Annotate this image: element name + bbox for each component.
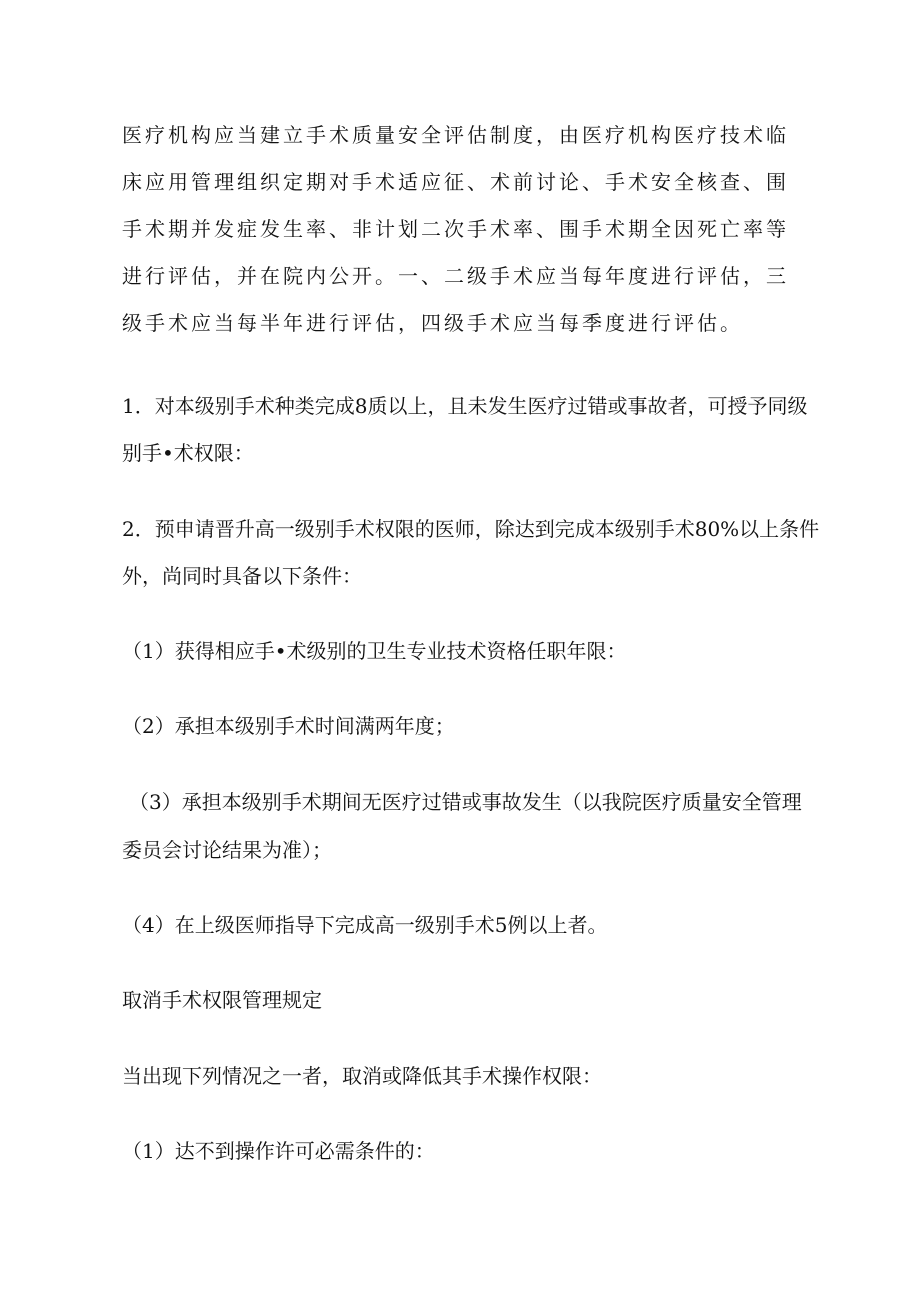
condition-2: （2）承担本级别手术时间满两年度； — [122, 714, 455, 738]
condition-4: （4）在上级医师指导下完成高一级别手术5例以上者。 — [122, 913, 608, 937]
text-line: 2．预申请晋升高一级别手术权限的医师，除达到完成本级别手术80%以上条件 — [122, 517, 820, 541]
text-line: 手术期并发症发生率、非计划二次手术率、围手术期全因死亡率等 — [122, 217, 789, 241]
text-line: 别手•术权限： — [122, 441, 254, 465]
text-line: （3）承担本级别手术期间无医疗过错或事故发生（以我院医疗质量安全管理 — [129, 790, 802, 814]
text-line: 委员会讨论结果为准）； — [122, 838, 332, 862]
condition-1: （1）获得相应手•术级别的卫生专业技术资格任职年限： — [122, 639, 627, 663]
text-line: 进行评估，并在院内公开。一、二级手术应当每年度进行评估，三 — [122, 264, 789, 288]
text-line: 医疗机构应当建立手术质量安全评估制度，由医疗机构医疗技术临 — [122, 123, 789, 147]
text-line: 床应用管理组织定期对手术适应征、术前讨论、手术安全核查、围 — [122, 170, 789, 194]
section-heading: 取消手术权限管理规定 — [122, 988, 322, 1012]
text-line: 1．对本级别手术种类完成8质以上，且未发生医疗过错或事故者，可授予同级 — [122, 394, 808, 418]
section-intro: 当出现下列情况之一者，取消或降低其手术操作权限： — [122, 1064, 602, 1088]
revoke-condition-1: （1）达不到操作许可必需条件的： — [122, 1139, 435, 1163]
text-line: 外，尚同时具备以下条件： — [122, 564, 362, 588]
text-line: 级手术应当每半年进行评估，四级手术应当每季度进行评估。 — [122, 311, 743, 335]
